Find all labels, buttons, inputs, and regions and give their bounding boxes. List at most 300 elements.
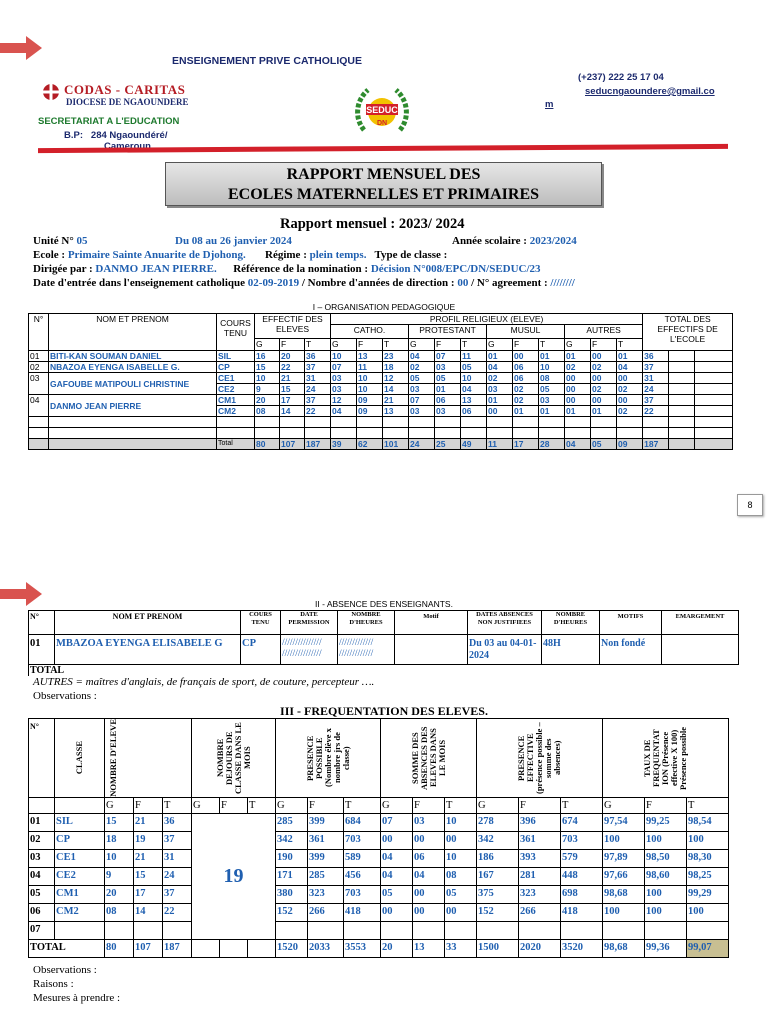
cell: 06 [513, 362, 539, 373]
cell: 04 [381, 850, 413, 868]
cell: 10 [357, 384, 383, 395]
cell: CP [55, 832, 105, 850]
cell: 07 [409, 395, 435, 406]
cell [695, 428, 733, 439]
cell: 00 [445, 904, 477, 922]
table-row [29, 362, 733, 373]
col-protestant: PROTESTANT [409, 325, 487, 339]
cell: 03 [487, 384, 513, 395]
cell: 99,29 [687, 886, 729, 904]
table-row [29, 868, 729, 886]
cell: 09 [357, 406, 383, 417]
sub-g: G [409, 339, 435, 351]
cell: 418 [561, 904, 603, 922]
cell [513, 417, 539, 428]
cell: 186 [477, 850, 519, 868]
cell [695, 395, 733, 406]
cell: 98,54 [687, 814, 729, 832]
cell: 00 [565, 395, 591, 406]
sub-t: T [383, 339, 409, 351]
cell [591, 417, 617, 428]
cell: 3520 [561, 940, 603, 958]
cell [669, 351, 695, 362]
sub-f: F [513, 339, 539, 351]
cell: 06 [461, 406, 487, 417]
phone-number: (+237) 222 25 17 04 [578, 72, 664, 83]
cell: 02 [591, 362, 617, 373]
cell: 20 [381, 940, 413, 958]
table-row [29, 814, 729, 832]
cell: 21 [134, 814, 163, 832]
cell [617, 428, 643, 439]
cell [192, 940, 220, 958]
cell: 00 [381, 904, 413, 922]
cell: 11 [487, 439, 513, 450]
cell [669, 362, 695, 373]
sub-f: F [591, 339, 617, 351]
cell [669, 384, 695, 395]
cell: 323 [519, 886, 561, 904]
cell: SIL [217, 351, 255, 362]
total-label: TOTAL [29, 665, 739, 677]
cell: 04 [565, 439, 591, 450]
cell: CE2 [55, 868, 105, 886]
email-link[interactable]: seducngaoundere@gmail.co [585, 86, 715, 97]
col-date-permission: DATE PERMISSION [281, 611, 338, 635]
cell [695, 351, 733, 362]
col-emargement: EMARGEMENT [662, 611, 739, 635]
cell: 190 [276, 850, 308, 868]
cell: 48H [542, 635, 600, 665]
cell: 03 [409, 384, 435, 395]
seduc-logo-text: SEDUC [366, 105, 398, 115]
dirigee-value: DANMO JEAN PIERRE. [95, 263, 217, 275]
cell [662, 635, 739, 665]
cell [591, 428, 617, 439]
unite-label: Unité N° [33, 235, 74, 247]
cell: 14 [383, 384, 409, 395]
cell: 00 [513, 351, 539, 362]
cell: 05 [591, 439, 617, 450]
cell: 02 [617, 384, 643, 395]
table-row [29, 635, 739, 665]
cell [280, 428, 305, 439]
col-no: N° [29, 719, 55, 798]
ecole-label: Ecole : [33, 249, 66, 261]
cell [669, 439, 695, 450]
cell: 39 [331, 439, 357, 450]
cell: Total [217, 439, 255, 450]
table-row [29, 417, 733, 428]
col-nombre-eleve: NOMBRE D'ELEVE [108, 719, 118, 797]
cell [29, 439, 49, 450]
table-row [29, 351, 733, 362]
cell: DANMO JEAN PIERRE [49, 395, 217, 417]
period: Du 08 au 26 janvier 2024 [175, 235, 292, 247]
cell: 11 [357, 362, 383, 373]
regime-value: plein temps. [309, 249, 367, 261]
cell: 100 [645, 904, 687, 922]
cell: 31 [643, 373, 669, 384]
col-nombre-heures: NOMBRE D'HEURES [338, 611, 395, 635]
cell: 37 [643, 395, 669, 406]
cell: 418 [344, 904, 381, 922]
section2-title: II - ABSENCE DES ENSEIGNANTS. [315, 599, 453, 609]
cell: 20 [105, 886, 134, 904]
cell: 01 [487, 395, 513, 406]
cell [331, 417, 357, 428]
cell: CM1 [217, 395, 255, 406]
cell: 25 [435, 439, 461, 450]
cell: 07 [331, 362, 357, 373]
col-motifs: MOTIFS [600, 611, 662, 635]
cell [55, 922, 105, 940]
cell: 37 [163, 832, 192, 850]
cell: 99,36 [645, 940, 687, 958]
info-line-1 [33, 235, 753, 247]
cell-text: /////////////// [282, 638, 322, 648]
table-row [29, 373, 733, 384]
total-row [29, 439, 733, 450]
seduc-logo-sub: DN [376, 120, 388, 127]
col-no: N° [29, 611, 55, 635]
cell [105, 922, 134, 940]
cell: 10 [357, 373, 383, 384]
sub-g: G [565, 339, 591, 351]
sub-f: F [308, 798, 344, 814]
cell: 03 [413, 814, 445, 832]
cell [603, 922, 645, 940]
cell [565, 428, 591, 439]
cell: 03 [539, 395, 565, 406]
cell: 375 [477, 886, 519, 904]
cell: 06 [513, 373, 539, 384]
cell [695, 406, 733, 417]
cell: Du 03 au 04-01-2024 [468, 635, 542, 665]
cell: 07 [435, 351, 461, 362]
info-line-4 [33, 277, 763, 289]
cell: 21 [383, 395, 409, 406]
org-name: CODAS - CARITAS [64, 82, 186, 97]
organisation-table [28, 313, 733, 450]
cell: 36 [163, 814, 192, 832]
regime-label: Régime : [265, 249, 307, 261]
cell: 285 [276, 814, 308, 832]
cell: 05 [409, 373, 435, 384]
cell: 16 [255, 351, 280, 362]
email-link-wrap[interactable]: m [545, 99, 554, 110]
cell [477, 922, 519, 940]
cell [381, 922, 413, 940]
cell: 15 [280, 384, 305, 395]
sub-t: T [561, 798, 603, 814]
red-arrow-icon [0, 36, 42, 60]
cell: 98,50 [645, 850, 687, 868]
sub-f: F [280, 339, 305, 351]
cell: 03 [435, 362, 461, 373]
cell: 00 [565, 373, 591, 384]
cell: 100 [603, 832, 645, 850]
cell: 167 [477, 868, 519, 886]
cell: 00 [591, 395, 617, 406]
cell: 98,25 [687, 868, 729, 886]
absence-table [28, 610, 739, 676]
cell: 03 [409, 406, 435, 417]
cell: 23 [383, 351, 409, 362]
cell: 20 [255, 395, 280, 406]
cell: 393 [519, 850, 561, 868]
cell: CE2 [217, 384, 255, 395]
cell: 02 [29, 362, 49, 373]
header-top-title: ENSEIGNEMENT PRIVE CATHOLIQUE [172, 55, 362, 67]
cell: 01 [29, 635, 55, 665]
seduc-laurel-icon [352, 82, 412, 142]
cell: 09 [617, 439, 643, 450]
col-no: N° [29, 314, 49, 351]
cell: 00 [445, 832, 477, 850]
cell [280, 417, 305, 428]
cell [383, 417, 409, 428]
cell: SIL [55, 814, 105, 832]
section2-observations: Observations : [33, 690, 97, 702]
cell: CM1 [55, 886, 105, 904]
col-cours: COURS TENU [241, 611, 281, 635]
cell: 02 [513, 395, 539, 406]
cell [55, 798, 105, 814]
cell: 24 [643, 384, 669, 395]
cell: 03 [331, 384, 357, 395]
cell [220, 940, 248, 958]
table-row [29, 850, 729, 868]
cell: 456 [344, 868, 381, 886]
cell: 02 [617, 406, 643, 417]
cell [29, 798, 55, 814]
banner-line-1: RAPPORT MENSUEL DES [286, 166, 481, 183]
cell: 62 [357, 439, 383, 450]
cell: 100 [687, 904, 729, 922]
cell: 01 [29, 814, 55, 832]
cell: 97,54 [603, 814, 645, 832]
cell [255, 428, 280, 439]
cell [409, 428, 435, 439]
cell: 21 [280, 373, 305, 384]
table-row [29, 395, 733, 406]
cell [276, 922, 308, 940]
cell: 04 [29, 868, 55, 886]
agr-value: //////// [550, 277, 575, 289]
cell: BITI-KAN SOUMAN DANIEL [49, 351, 217, 362]
cell: 99,25 [645, 814, 687, 832]
cell [687, 922, 729, 940]
cell: 31 [305, 373, 331, 384]
cell: 00 [413, 886, 445, 904]
col-nombre-heures-2: NOMBRE D'HEURES [542, 611, 600, 635]
cell: 107 [134, 940, 163, 958]
caritas-flame-icon [40, 82, 62, 102]
cell [669, 373, 695, 384]
cell: 01 [617, 351, 643, 362]
banner-line-2: ECOLES MATERNELLES ET PRIMAIRES [227, 186, 540, 203]
cell: 06 [435, 395, 461, 406]
cell [695, 417, 733, 428]
sub-g: G [255, 339, 280, 351]
cell: 99,07 [687, 940, 729, 958]
cell [163, 922, 192, 940]
cell [643, 417, 669, 428]
cell: 14 [134, 904, 163, 922]
cell [487, 428, 513, 439]
sub-t: T [305, 339, 331, 351]
cell: 152 [477, 904, 519, 922]
sub-f: F [413, 798, 445, 814]
sub-g: G [276, 798, 308, 814]
cell [395, 635, 468, 665]
cell: 97,89 [603, 850, 645, 868]
cell: 08 [539, 373, 565, 384]
cell [695, 439, 733, 450]
cell: 00 [617, 373, 643, 384]
cell [29, 428, 49, 439]
cell: 04 [409, 351, 435, 362]
cell: 15 [105, 814, 134, 832]
cell: 07 [381, 814, 413, 832]
cell: 37 [163, 886, 192, 904]
cell: 01 [565, 406, 591, 417]
cell [413, 922, 445, 940]
cell: 31 [163, 850, 192, 868]
cell: 399 [308, 814, 344, 832]
cell: CP [217, 362, 255, 373]
cell [255, 417, 280, 428]
sub-g: G [487, 339, 513, 351]
col-dates-absences: DATES ABSENCES NON JUSTIFIEES [468, 611, 542, 635]
cell [281, 635, 338, 665]
cell: 01 [591, 406, 617, 417]
cell: 05 [539, 384, 565, 395]
cell: 266 [308, 904, 344, 922]
date-label: Date d'entrée dans l'enseignement catholique [33, 277, 246, 289]
cell: 22 [305, 406, 331, 417]
sub-g: G [603, 798, 645, 814]
cell: 1500 [477, 940, 519, 958]
cell [29, 417, 49, 428]
sub-g: G [331, 339, 357, 351]
cell: 05 [445, 886, 477, 904]
ecole-value: Primaire Sainte Anuarite de Djohong. [67, 249, 246, 261]
cell: 05 [461, 362, 487, 373]
cell: 02 [29, 832, 55, 850]
cell: 10 [539, 362, 565, 373]
cell: 20 [280, 351, 305, 362]
cell [49, 417, 217, 428]
table-row [29, 428, 733, 439]
col-nom: NOM ET PRENOM [49, 314, 217, 351]
cell: 448 [561, 868, 603, 886]
cell: 361 [519, 832, 561, 850]
col-nom: NOM ET PRENOM [55, 611, 241, 635]
info-line-3 [33, 263, 753, 275]
diocese-name: DIOCESE DE NGAOUNDERE [66, 97, 189, 107]
cell: 02 [409, 362, 435, 373]
cell: 33 [445, 940, 477, 958]
cell: 399 [308, 850, 344, 868]
cell [643, 428, 669, 439]
table-row [29, 904, 729, 922]
cell [645, 922, 687, 940]
cell: 107 [280, 439, 305, 450]
cell: 00 [565, 384, 591, 395]
cell: 187 [163, 940, 192, 958]
cell [565, 417, 591, 428]
ref-label: Référence de la nomination : [233, 263, 369, 275]
cell: 36 [643, 351, 669, 362]
sub-f: F [134, 798, 163, 814]
cell [669, 406, 695, 417]
cell: 187 [305, 439, 331, 450]
cell: 98,68 [603, 940, 645, 958]
dirigee-label: Dirigée par : [33, 263, 93, 275]
annee-value: 2023/2024 [529, 235, 577, 247]
cell: 152 [276, 904, 308, 922]
cell: 380 [276, 886, 308, 904]
cell: 18 [105, 832, 134, 850]
sub-f: F [519, 798, 561, 814]
cell: 396 [519, 814, 561, 832]
cell: NBAZOA EYENGA ISABELLE G. [49, 362, 217, 373]
cell [513, 428, 539, 439]
cell: 100 [645, 832, 687, 850]
cell: 17 [280, 395, 305, 406]
cell: 24 [305, 384, 331, 395]
section3-observations: Observations : [33, 964, 97, 976]
cell: 323 [308, 886, 344, 904]
cell [134, 922, 163, 940]
report-subtitle: Rapport mensuel : 2023/ 2024 [280, 216, 465, 232]
cell: 02 [487, 373, 513, 384]
cell [617, 417, 643, 428]
cell: 00 [591, 351, 617, 362]
cell: 342 [276, 832, 308, 850]
col-presence-possible: PRESENCE POSSIBLE (Nombre élève x nombre jrs de classe) [304, 728, 351, 788]
nbr-value: 00 [457, 277, 469, 289]
col-autres: AUTRES [565, 325, 643, 339]
sub-f: F [357, 339, 383, 351]
cell [305, 428, 331, 439]
cell: 10 [331, 351, 357, 362]
cell: 9 [255, 384, 280, 395]
cell [539, 428, 565, 439]
cell: 10 [445, 814, 477, 832]
cell: 22 [163, 904, 192, 922]
cell: 9 [105, 868, 134, 886]
cell: 04 [461, 384, 487, 395]
cell [695, 384, 733, 395]
sub-t: T [461, 339, 487, 351]
cell: 703 [561, 832, 603, 850]
cell: 10 [255, 373, 280, 384]
cell [49, 439, 217, 450]
type-label: Type de classe : [374, 249, 448, 261]
total-row [29, 940, 729, 958]
cell [308, 922, 344, 940]
cell [344, 922, 381, 940]
cell: 03 [435, 406, 461, 417]
cell: 01 [539, 351, 565, 362]
cell: 80 [105, 940, 134, 958]
cell [519, 922, 561, 940]
cell: 37 [643, 362, 669, 373]
ref-value: Décision N°008/EPC/DN/SEDUC/23 [370, 263, 541, 275]
